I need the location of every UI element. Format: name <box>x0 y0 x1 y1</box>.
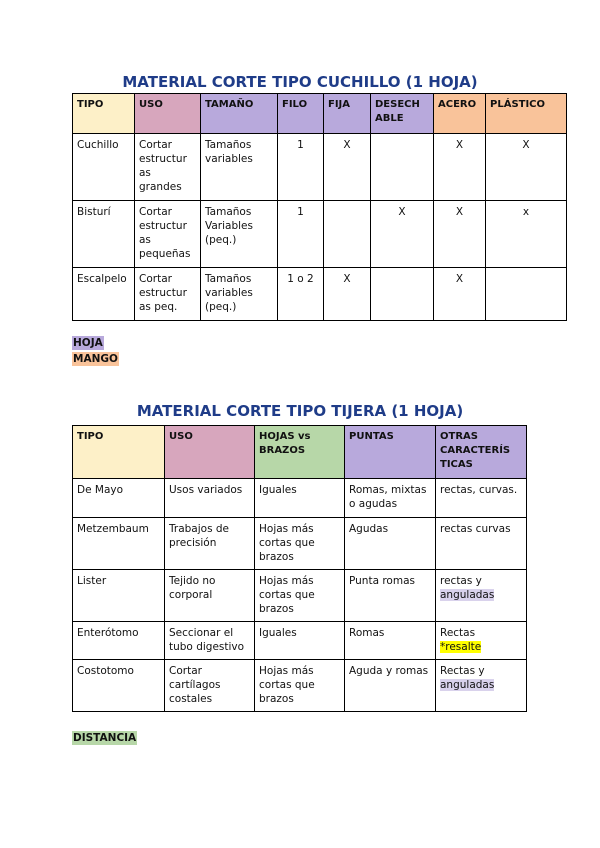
cell-tipo: Metzembaum <box>73 518 165 570</box>
table-row <box>73 518 527 570</box>
cell-otras: rectas curvas <box>436 518 527 570</box>
cell-tipo: Lister <box>73 570 165 622</box>
highlighted-text: anguladas <box>440 589 495 601</box>
cell-tamano: Tamaños variables (peq.) <box>201 268 278 321</box>
table-row <box>73 479 527 518</box>
cell-hojas-brazos: Iguales <box>255 479 345 518</box>
header-plastico: PLÁSTICO <box>486 94 567 134</box>
cell-filo: 1 o 2 <box>278 268 324 321</box>
cell-filo: 1 <box>278 134 324 201</box>
cell-desechable <box>371 134 434 201</box>
cell-uso: Cortar estructur as peq. <box>135 268 201 321</box>
header-uso: USO <box>135 94 201 134</box>
cell-uso: Cortar estructur as pequeñas <box>135 201 201 268</box>
legend-mango: MANGO <box>73 353 118 365</box>
table-row <box>73 622 527 660</box>
cell-uso: Cortar cartílagos costales <box>165 660 255 712</box>
header-acero: ACERO <box>434 94 486 134</box>
cell-hojas-brazos: Iguales <box>255 622 345 660</box>
cell-tipo: Bisturí <box>73 201 135 268</box>
cell-uso: Tejido no corporal <box>165 570 255 622</box>
cell-plastico <box>486 268 567 321</box>
cell-otras-line1: rectas y <box>440 575 482 587</box>
cell-desechable <box>371 268 434 321</box>
cell-tamano: Tamaños variables <box>201 134 278 201</box>
cell-puntas: Aguda y romas <box>345 660 436 712</box>
table-row <box>73 570 527 622</box>
cell-hojas-brazos: Hojas más cortas que brazos <box>255 570 345 622</box>
table1-title: MATERIAL CORTE TIPO CUCHILLO (1 HOJA) <box>122 73 478 91</box>
table2-title: MATERIAL CORTE TIPO TIJERA (1 HOJA) <box>136 402 464 420</box>
cell-fija: X <box>324 268 371 321</box>
cell-hojas-brazos: Hojas más cortas que brazos <box>255 660 345 712</box>
cell-uso: Seccionar el tubo digestivo <box>165 622 255 660</box>
cell-desechable: X <box>371 201 434 268</box>
cell-otras-line1: Rectas <box>440 627 476 639</box>
header-tipo: TIPO <box>73 426 165 479</box>
legend-distancia: DISTANCIA <box>73 732 137 744</box>
cell-fija <box>324 201 371 268</box>
header-otras-caracteristicas: OTRAS CARACTERÍS TICAS <box>436 426 527 479</box>
cell-puntas: Romas <box>345 622 436 660</box>
header-puntas: PUNTAS <box>345 426 436 479</box>
cell-filo: 1 <box>278 201 324 268</box>
cell-puntas: Romas, mixtas o agudas <box>345 479 436 518</box>
cell-tipo: Escalpelo <box>73 268 135 321</box>
cutting-knife-table <box>72 93 567 321</box>
table-header-row <box>73 94 567 134</box>
table-row <box>73 201 567 268</box>
cell-hojas-brazos: Hojas más cortas que brazos <box>255 518 345 570</box>
highlighted-text: *resalte <box>440 641 482 653</box>
table-row <box>73 660 527 712</box>
header-tamano: TAMAÑO <box>201 94 278 134</box>
cell-otras: rectas, curvas. <box>436 479 527 518</box>
cell-acero: X <box>434 201 486 268</box>
header-uso: USO <box>165 426 255 479</box>
cell-puntas: Punta romas <box>345 570 436 622</box>
cell-tipo: Cuchillo <box>73 134 135 201</box>
header-filo: FILO <box>278 94 324 134</box>
cell-uso: Trabajos de precisión <box>165 518 255 570</box>
cell-acero: X <box>434 134 486 201</box>
cell-acero: X <box>434 268 486 321</box>
cell-otras <box>436 660 527 712</box>
cell-uso: Usos variados <box>165 479 255 518</box>
cell-plastico: x <box>486 201 567 268</box>
table-row <box>73 134 567 201</box>
highlighted-text: anguladas <box>440 679 495 691</box>
legend-hoja: HOJA <box>73 337 103 349</box>
cell-plastico: X <box>486 134 567 201</box>
cell-otras <box>436 622 527 660</box>
cell-tamano: Tamaños Variables (peq.) <box>201 201 278 268</box>
header-hojas-vs-brazos: HOJAS vs BRAZOS <box>255 426 345 479</box>
cell-tipo: De Mayo <box>73 479 165 518</box>
cell-puntas: Agudas <box>345 518 436 570</box>
cutting-scissors-table <box>72 425 527 712</box>
header-fija: FIJA <box>324 94 371 134</box>
cell-otras <box>436 570 527 622</box>
cell-uso: Cortar estructur as grandes <box>135 134 201 201</box>
cell-otras-line1: Rectas y <box>440 665 485 677</box>
header-tipo: TIPO <box>73 94 135 134</box>
cell-tipo: Costotomo <box>73 660 165 712</box>
cell-fija: X <box>324 134 371 201</box>
header-desechable: DESECH ABLE <box>371 94 434 134</box>
cell-tipo: Enterótomo <box>73 622 165 660</box>
table-header-row <box>73 426 527 479</box>
table-row <box>73 268 567 321</box>
